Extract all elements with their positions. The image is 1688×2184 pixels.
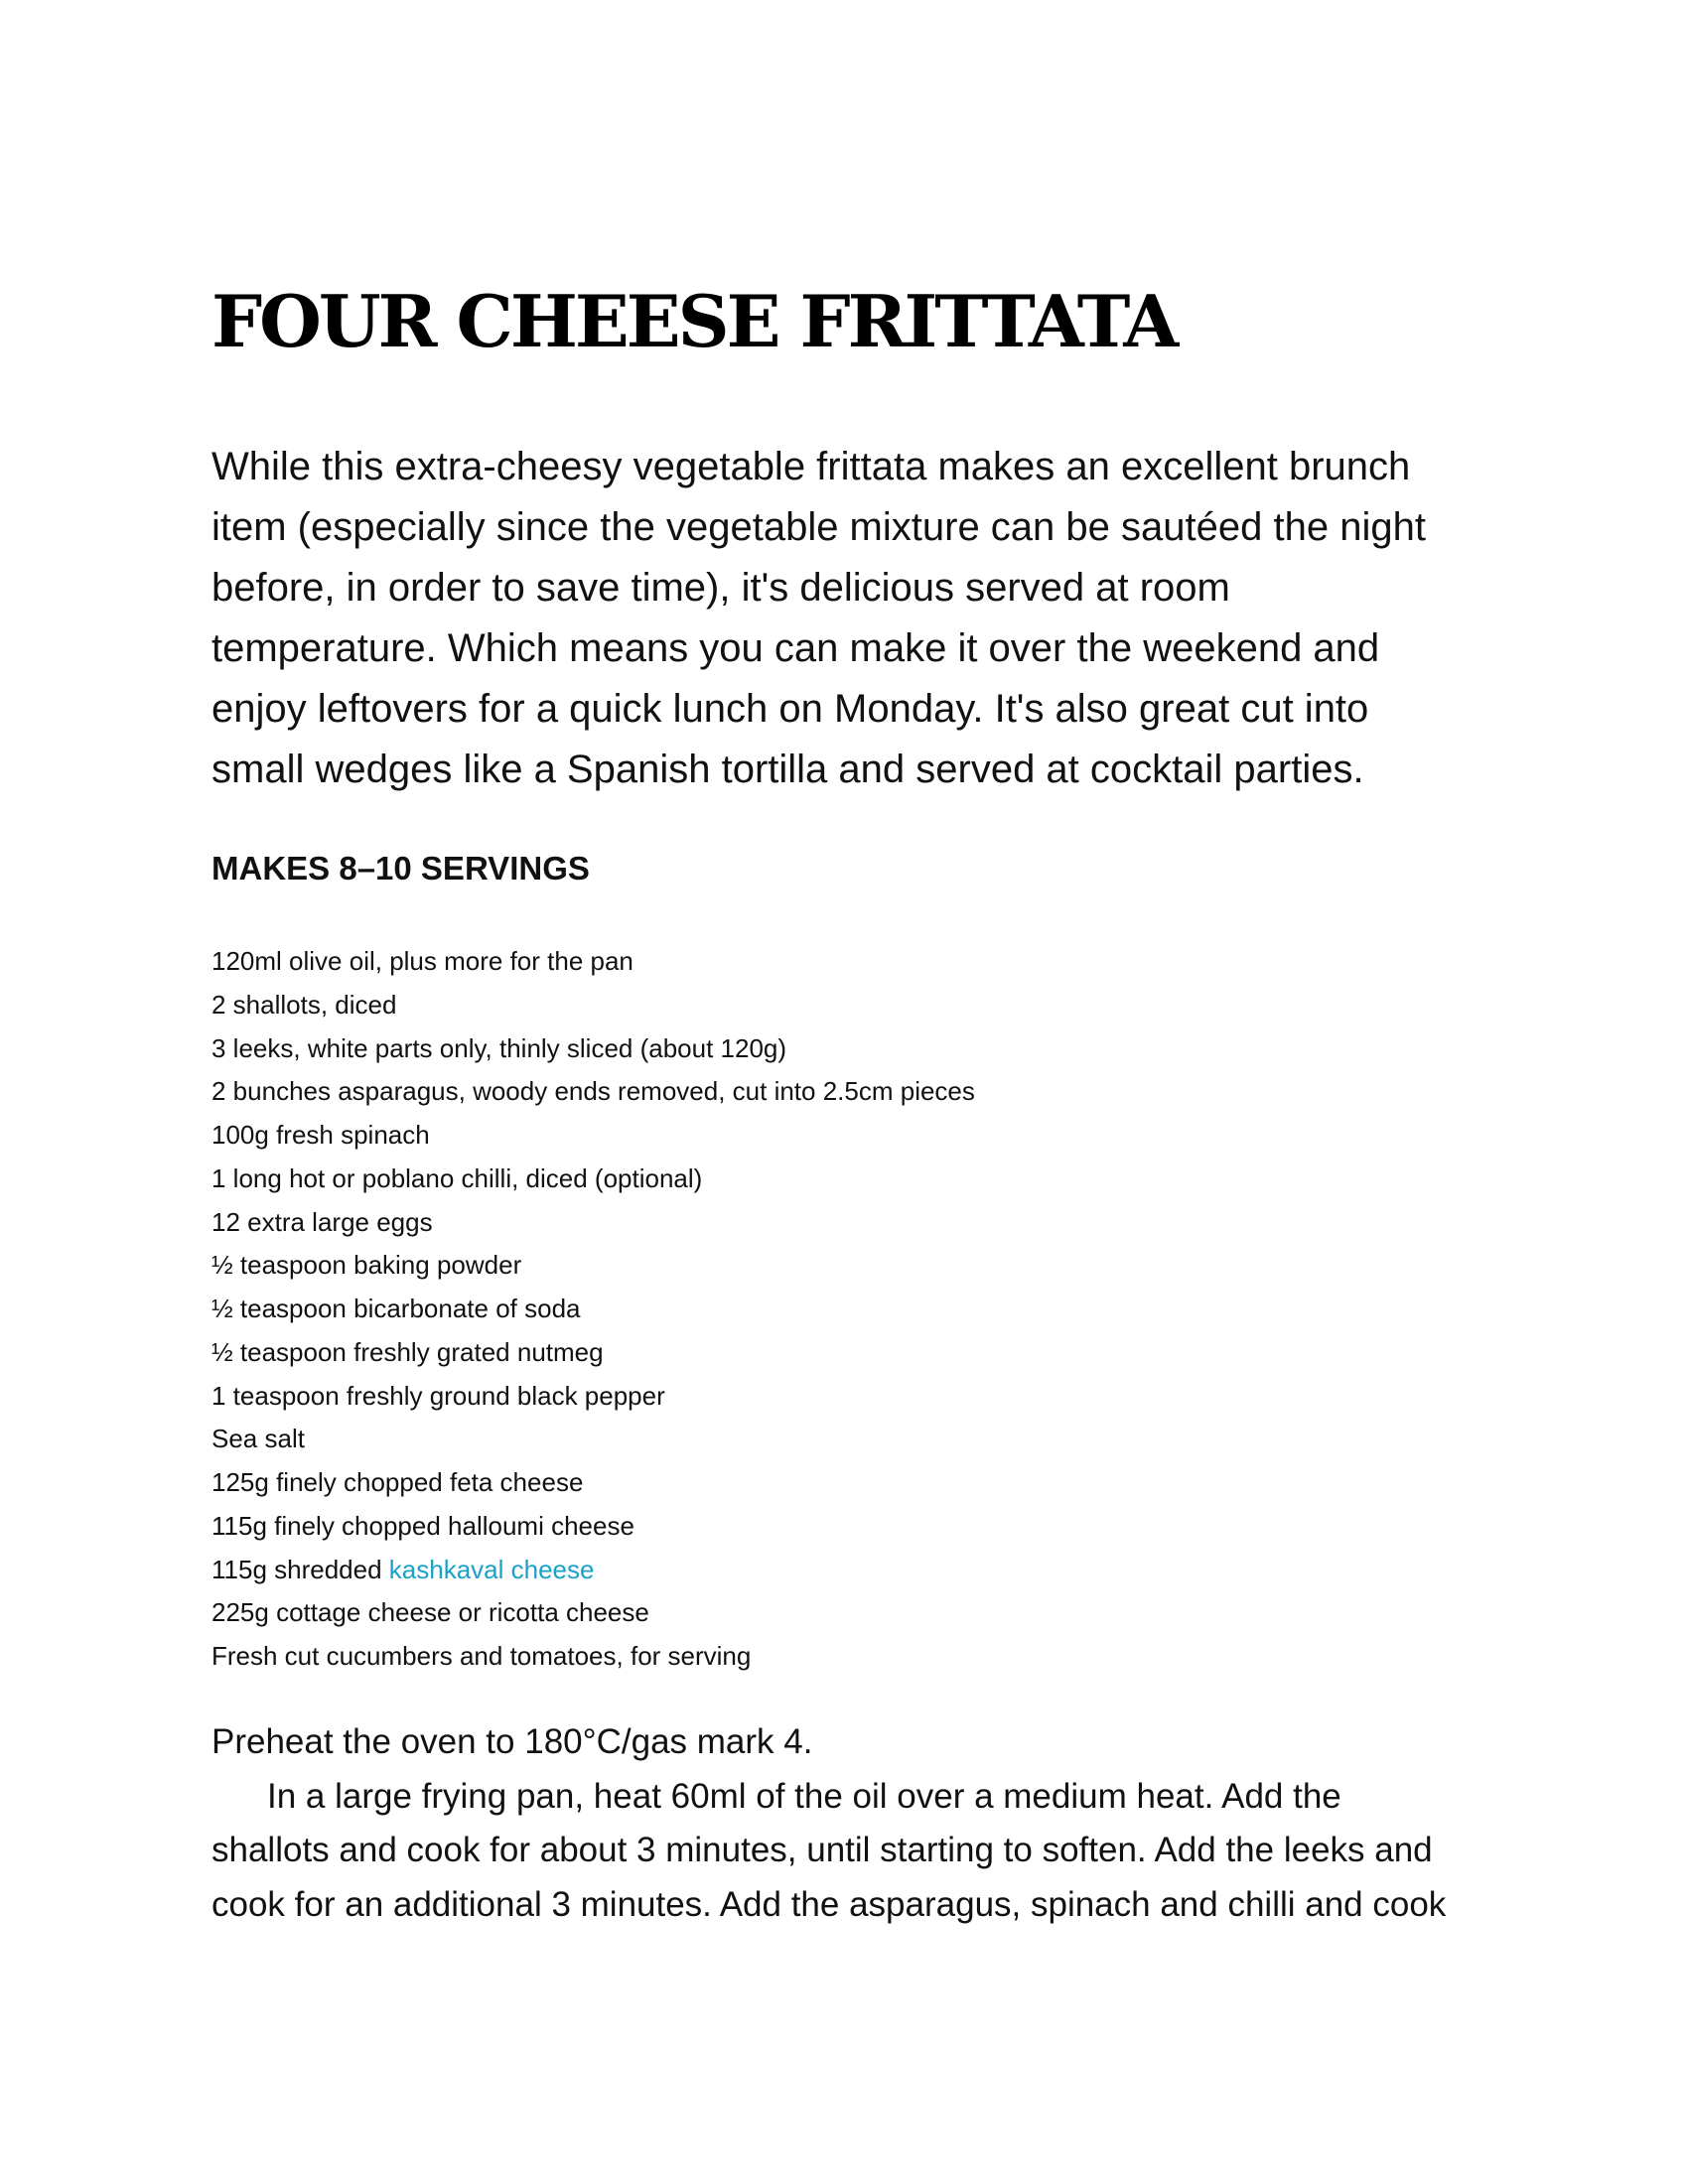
ingredient-item: 12 extra large eggs: [211, 1206, 433, 1237]
intro-line: before, in order to save time), it's delicious served at room: [211, 566, 1230, 610]
method-line: shallots and cook for about 3 minutes, until starting to soften. Add the leeks and: [211, 1831, 1433, 1869]
method-line: In a large frying pan, heat 60ml of the oil over a medium heat. Add the: [267, 1776, 1341, 1816]
kashkaval-cheese-link[interactable]: kashkaval cheese: [388, 1554, 595, 1584]
ingredient-item: 115g finely chopped halloumi cheese: [211, 1510, 634, 1541]
recipe-title: FOUR CHEESE FRITTATA: [211, 279, 1177, 363]
servings-heading: MAKES 8–10 SERVINGS: [211, 850, 590, 887]
intro-line: small wedges like a Spanish tortilla and served at cocktail parties.: [211, 748, 1364, 791]
ingredient-item: 1 teaspoon freshly ground black pepper: [211, 1380, 665, 1411]
intro-line: temperature. Which means you can make it over the weekend and: [211, 626, 1380, 670]
ingredient-item-with-link: [211, 1549, 975, 1592]
intro-line: item (especially since the vegetable mixture can be sautéed the night: [211, 505, 1426, 549]
ingredient-item: 100g fresh spinach: [211, 1120, 430, 1150]
method-line: Preheat the oven to 180°C/gas mark 4.: [211, 1722, 813, 1761]
ingredient-item: 120ml olive oil, plus more for the pan: [211, 946, 633, 976]
recipe-intro: [211, 437, 1492, 800]
ingredient-item: 225g cottage cheese or ricotta cheese: [211, 1597, 649, 1628]
ingredient-item: ½ teaspoon bicarbonate of soda: [211, 1294, 581, 1323]
ingredient-item: 2 bunches asparagus, woody ends removed, cut into 2.5cm pieces: [211, 1076, 975, 1107]
intro-line: enjoy leftovers for a quick lunch on Monday. It's also great cut into: [211, 687, 1369, 731]
ingredient-list: [211, 940, 975, 1679]
ingredient-item: 1 long hot or poblano chilli, diced (optional): [211, 1162, 703, 1193]
method-text: [211, 1715, 1492, 1932]
ingredient-item: ½ teaspoon freshly grated nutmeg: [211, 1336, 604, 1367]
ingredient-item: 2 shallots, diced: [211, 989, 397, 1020]
ingredient-item: 3 leeks, white parts only, thinly sliced (about 120g): [211, 1032, 787, 1063]
ingredient-item: Fresh cut cucumbers and tomatoes, for serving: [211, 1641, 752, 1671]
ingredient-item: 125g finely chopped feta cheese: [211, 1467, 584, 1497]
method-line: cook for an additional 3 minutes. Add the asparagus, spinach and chilli and cook: [211, 1884, 1447, 1924]
intro-line: While this extra-cheesy vegetable frittata makes an excellent brunch: [211, 445, 1411, 488]
ingredient-item: ½ teaspoon baking powder: [211, 1250, 522, 1281]
ingredient-item: Sea salt: [211, 1424, 305, 1454]
ingredient-item-text: 115g shredded: [211, 1554, 389, 1584]
